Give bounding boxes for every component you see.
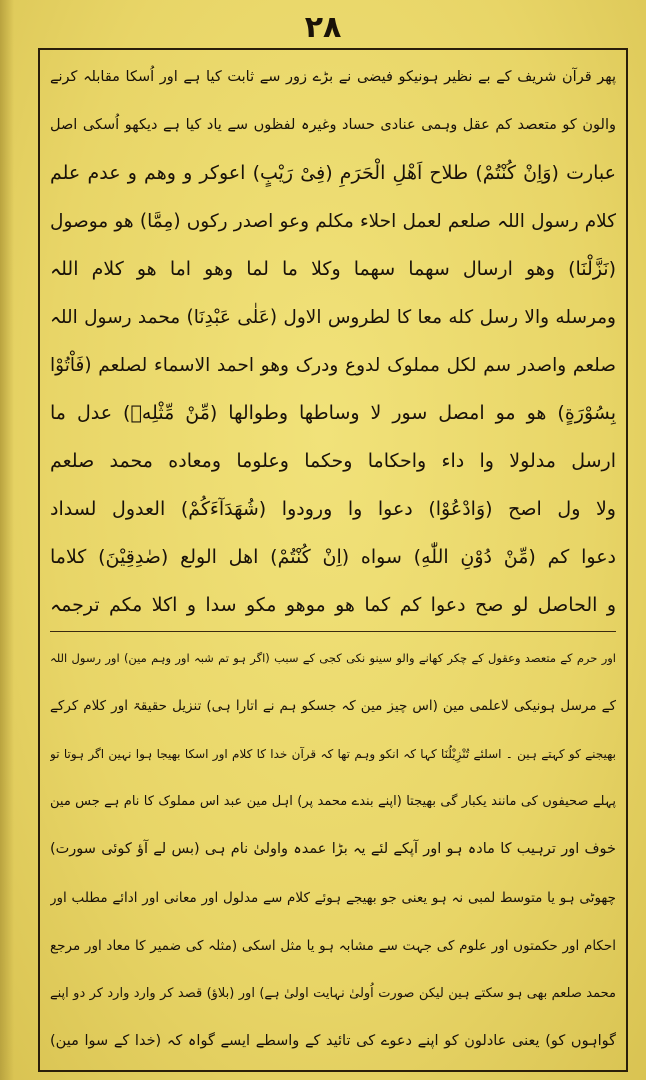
text-line: ارسل مدلولا وا داء واحکاما وحکما وعلوما ومعاده محمد صلعم (50, 450, 616, 473)
text-line: ومرسله والا رسل کله معا کا لطروس الاول (عَلٰی عَبْدِنَا) محمد رسول اللہ (50, 306, 616, 328)
text-line: اور حرم کے متعصد وعقول کے چکر کھانے والو سینو نکی کجی کے سبب (اگر ہو تم شبہ اور وہم مین) اور رسول اللہ (50, 651, 616, 666)
text-line: صلعم واصدر سم لکل مملوک لدوع ودرک وهو احمد الاسماء لصلعم (فَاْتُوْا (50, 354, 616, 376)
text-line: محمد صلعم بھی ہو سکتے ہین لیکن صورت اُولیٰ نہایت اولیٰ ہے) اور (بلاؤ) قصد کر وارد وارد کر دو اپنے (50, 985, 616, 1001)
text-line: کلام رسول اللہ صلعم لعمل احلاء مکلم وعو اصدر رکوں (مِمَّا) هو موصول (50, 210, 616, 232)
text-line: ولا ول اصح (وَادْعُوْا) دعوا وا ورودوا (شُهَدَآءَكُمْ) العدول لسداد (50, 498, 616, 521)
text-line: دعوا کم (مِّنْ دُوْنِ اللّٰهِ) سواه (اِنْ کُنْتُمْ) اهل الولع (صٰدِقِیْنَ) کلاما (50, 546, 616, 569)
text-line: (نَزَّلْنَا) وهو ارسال سهما سهما وکلا ما لما وهو اما هو کلام اللہ (50, 258, 616, 281)
text-line: پہلے صحیفوں کی مانند یکبار گی بھیجتا (اپنے بندے محمد پر) اہل مین عبد اس مملوک کا نام ہے جس مین (50, 794, 616, 810)
text-line: کے مرسل ہونیکی لاعلمی مین (اس چیز مین کہ جسکو ہم نے اتارا ہی) تنزیل حقیقۃ اور کلام کرکے (50, 697, 616, 714)
text-body (50, 54, 616, 1066)
text-line: چھوٹی ہو یا متوسط لمبی نہ ہو یعنی جو بھیجے ہوئے کلام سے مدلول اور معانی اور ادائے مطلب اور (50, 889, 616, 906)
text-line: احکام اور حکمتوں اور علوم کی جہت سے مشابہ ہو یا مثل اسکی (مثلہ کی ضمیر کا معاد اور مرجع (50, 937, 616, 954)
page-number: ۲۸ (304, 10, 342, 45)
text-line: پھر قرآن شریف کے بے نظیر ہونیکو فیضی نے بڑے زور سے ثابت کیا ہے اور اُسکا مقابلہ کرنے (50, 69, 616, 85)
text-line: عبارت (وَاِنْ کُنْتُمْ) طلاح اَهْلِ الْحَرَمِ (فِیْ رَیْبٍ) اعوکر و وهم و عدم علم (50, 162, 616, 185)
page-spine-shadow (0, 0, 14, 1080)
text-line: والون کو متعصد کم عقل وہمی عنادی حساد وغیرہ لفظوں سے یاد کیا ہے دیکھو اُسکی اصل (50, 116, 616, 133)
text-line: و الحاصل لو صح دعوا کم کما هو موهو مکو سدا و اکلا مکم ترجمہ (50, 594, 616, 617)
section-divider (50, 631, 616, 632)
text-frame (38, 48, 628, 1072)
text-line: خوف اور ترہیب کا مادہ ہو اور آپکے لئے یہ بڑا عمدہ واولیٰ نام ہی (بس لے آؤ کوئی سورت) (50, 841, 616, 858)
text-line: بِسُوْرَةٍ) هو مو امصل سور لا وساطها وطوالها (مِّنْ مِّثْلِهٖ) عدل ما (50, 402, 616, 425)
text-line: بھیجنے کو کہتے ہین ۔ اسلئے تُنْزِیْلُنَا کہا کہ انکو وہم تھا کہ قرآن خدا کا کلام اور اسکا بھیجا ہوا نہین اگر ہوتا تو (50, 746, 616, 761)
text-line: گواہوں کو) یعنی عادلون کو اپنے دعوے کی تائید کے واسطے ایسے گواہ کہ (خدا کے سوا مین) (50, 1033, 616, 1050)
